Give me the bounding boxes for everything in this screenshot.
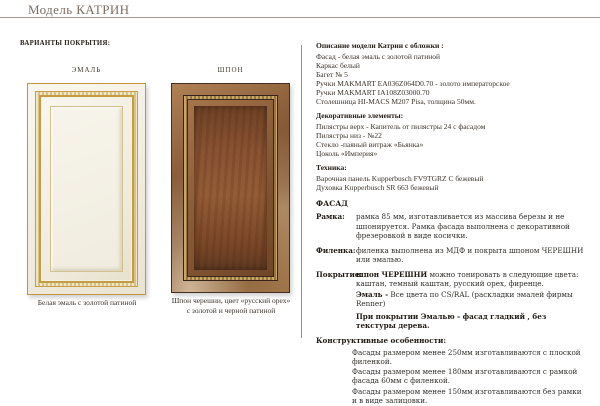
decorative-line: Стекло -паяный витраж «Бьянка»: [316, 140, 424, 149]
enamel-door-beaded-molding: [35, 91, 138, 287]
description-line: Ручки MAKMART EA036Z064D0.70 - золото императорское: [316, 79, 510, 88]
coating-veneer-bold: шпон ЧЕРЕШНИ: [356, 269, 428, 279]
description-heading: Описание модели Катрин с обложки :: [316, 41, 444, 50]
coating-spec-text: [356, 270, 588, 331]
variants-heading: ВАРИАНТЫ ПОКРЫТИЯ:: [20, 40, 111, 47]
veneer-door-bevel: [188, 100, 273, 276]
frame-spec-text: рамка 85 мм, изготавливается из массива березы и не шпонируется. Рамка фасада выполнена с декоративной фрезеровкой в виде косички.: [356, 212, 570, 240]
enamel-door-panel: [50, 106, 123, 272]
veneer-caption: [161, 296, 301, 316]
enamel-door-image: [27, 83, 146, 295]
coating-enamel-line: [356, 290, 588, 309]
construction-items: [352, 348, 584, 406]
facade-section: [316, 199, 598, 405]
coating-enamel-text: Все цвета по CS/RAL (раскладки эмалей фирмы Renner): [356, 289, 573, 308]
decorative-line: Пилястры верх - Капитель от пилястры 24 с фасадом: [316, 122, 486, 131]
decorative-line: Цоколь «Империя»: [316, 149, 378, 158]
enamel-sample-label: ЭМАЛЬ: [71, 66, 102, 74]
decorative-heading: Декоративные элементы:: [316, 111, 404, 120]
decorative-line: Пилястры низ - №22: [316, 131, 382, 140]
coating-note: При покрытии Эмалью - фасад гладкий , без текстуры дерева.: [356, 311, 547, 330]
construction-item: Фасады размером менее 180мм изготавливаются с рамкой фасада 60мм с филенкой.: [352, 367, 578, 386]
veneer-caption-line1: Шпон черешни, цвет «русский орех»: [171, 296, 291, 305]
description-line: Фасад - белая эмаль с золотой патиной: [316, 52, 440, 61]
coating-spec-label: Покрытие:: [316, 269, 363, 279]
page-title: Модель КАТРИН: [28, 2, 130, 17]
decorative-section: [316, 111, 598, 158]
construction-item: Фасады размером менее 150мм изготавливаются без рамки и в виде залицовки.: [352, 386, 582, 405]
panel-spec-text: филенка выполнена из МДФ и покрыта шпоном ЧЕРЕШНИ или эмалью.: [356, 245, 584, 264]
panel-spec-label: Филенка:: [316, 245, 356, 255]
enamel-door-bevel: [42, 98, 131, 280]
construction-item: Фасады размером менее 250мм изготавливаются с плоской филенкой.: [352, 347, 581, 366]
coating-spec-row: [316, 270, 598, 331]
veneer-door-image: [171, 83, 290, 293]
frame-spec-label: Рамка:: [316, 212, 345, 221]
veneer-door-beaded-molding: [183, 95, 278, 281]
veneer-door-panel: [194, 106, 267, 270]
coating-enamel-bold: Эмаль -: [356, 289, 389, 299]
veneer-sample-label: ШПОН: [217, 66, 244, 74]
vertical-divider-line: [301, 45, 302, 338]
facade-heading: ФАСАД: [316, 199, 348, 208]
specs-column: [316, 41, 598, 406]
tech-heading: Техника:: [316, 163, 347, 172]
description-line: Каркас белый: [316, 61, 360, 70]
enamel-caption: Белая эмаль с золотой патиной: [37, 298, 137, 307]
panel-spec-row: [316, 246, 598, 265]
description-line: Столешница HI-MACS M207 Pisa, толщина 50мм.: [316, 97, 476, 106]
construction-heading: Конструктивные особенности:: [316, 335, 447, 345]
tech-section: [316, 163, 598, 192]
description-section: [316, 41, 598, 106]
description-line: Багет № 5: [316, 70, 348, 79]
veneer-caption-line2: с золотой и черной патиной: [186, 306, 276, 315]
frame-spec-row: [316, 212, 598, 241]
enamel-door-gold-band: [39, 95, 134, 283]
tech-line: Варочная панель Kupperbusch FV9TGRZ C бежевый: [316, 174, 484, 183]
coating-veneer-text: можно тонировать в следующие цвета: каштан, темный каштан, русский орех, фиренце.: [356, 269, 579, 288]
description-line: Ручки MAKMART IA108Z03000.70: [316, 88, 430, 97]
tech-line: Духовка Kupperbusch SR 663 бежевый: [316, 183, 439, 192]
header-divider-line: [0, 17, 600, 18]
veneer-door-trim-line: [187, 99, 274, 277]
